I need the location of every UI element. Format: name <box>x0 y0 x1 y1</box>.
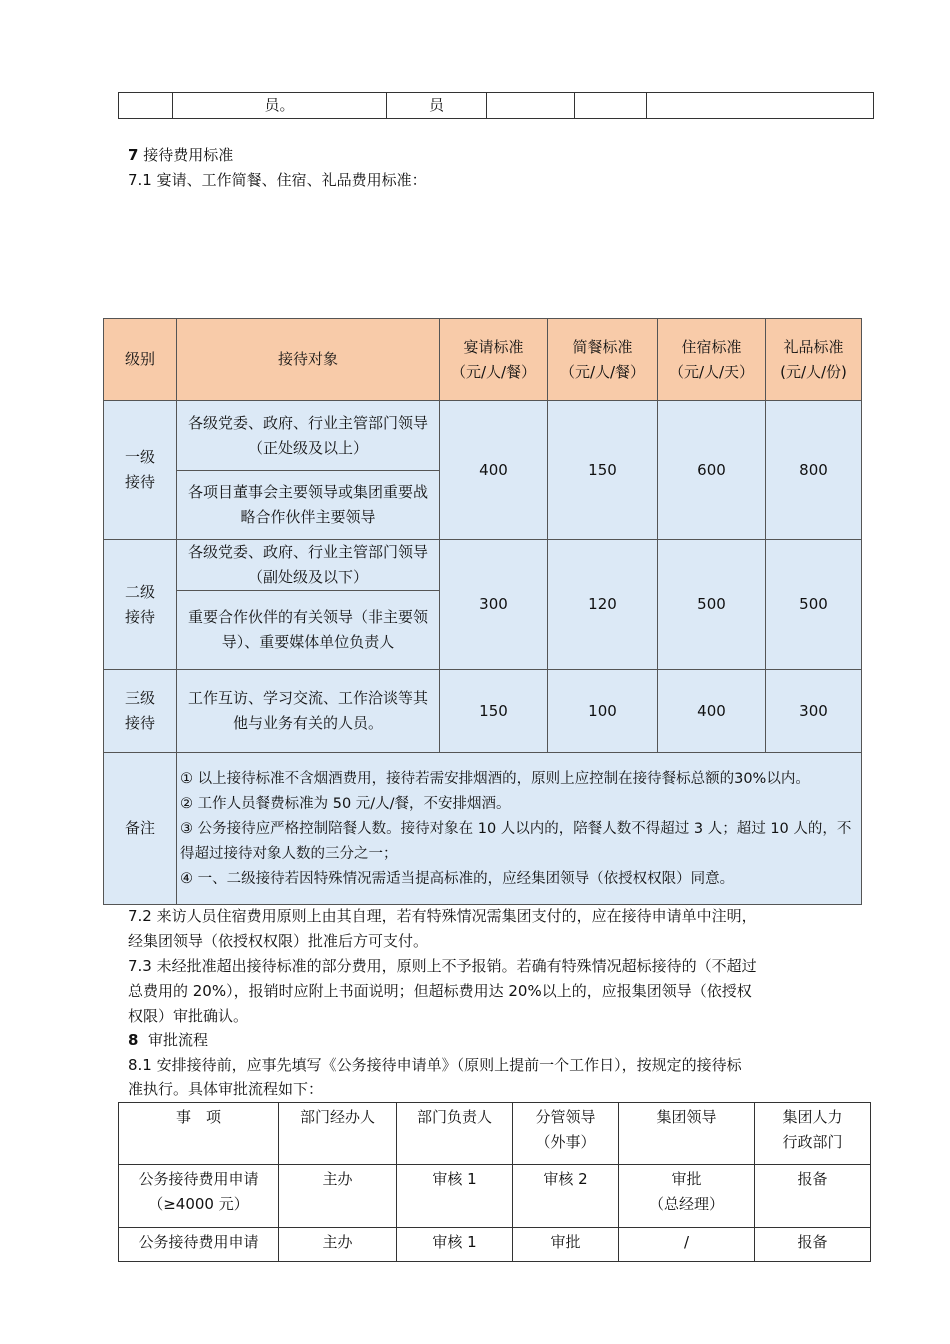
level-1-gift: 800 <box>766 401 862 540</box>
level-1-label: 一级 接待 <box>104 401 177 540</box>
section-7-3-line-2: 总费用的 20%），报销时应附上书面说明；但超标费用达 20%以上的，应报集团领导（依授权 <box>128 982 752 1000</box>
remarks-label: 备注 <box>104 753 177 905</box>
section-8-1-line-1: 8.1 安排接待前，应事先填写《公务接待申请单》（原则上提前一个工作日），按规定的接待标 <box>128 1056 742 1074</box>
approval-header-item: 事 项 <box>119 1103 279 1165</box>
section-8-heading: 8 审批流程 <box>128 1031 208 1049</box>
approval-header-hr-admin: 集团人力 行政部门 <box>755 1103 871 1165</box>
approval-flow-table <box>118 1102 871 1262</box>
level-2-gift: 500 <box>766 540 862 670</box>
level-1-banquet: 400 <box>440 401 548 540</box>
level-2-label: 二级 接待 <box>104 540 177 670</box>
approval-row-1-handler: 主办 <box>279 1165 397 1228</box>
level-1-target-2: 各项目董事会主要领导或集团重要战 略合作伙伴主要领导 <box>177 471 440 540</box>
approval-header-dept-head: 部门负责人 <box>397 1103 513 1165</box>
approval-row-2-supervisor: 审批 <box>513 1228 619 1262</box>
header-lodging: 住宿标准 （元/人/天） <box>658 319 766 401</box>
level-3-meal: 100 <box>548 670 658 753</box>
top-partial-table <box>118 92 874 119</box>
approval-row-2-dept-head: 审核 1 <box>397 1228 513 1262</box>
top-cell <box>487 93 575 119</box>
level-2-target-2: 重要合作伙伴的有关领导（非主要领 导）、重要媒体单位负责人 <box>177 591 440 670</box>
section-7-heading: 7 接待费用标准 <box>128 146 234 164</box>
remark-1: ① 以上接待标准不含烟酒费用，接待若需安排烟酒的，原则上应控制在接待餐标总额的30%以内。 <box>180 771 810 787</box>
level-3-target: 工作互访、学习交流、工作洽谈等其 他与业务有关的人员。 <box>177 670 440 753</box>
section-7-3-line-3: 权限）审批确认。 <box>128 1007 249 1025</box>
section-7-2-line-1: 7.2 来访人员住宿费用原则上由其自理，若有特殊情况需集团支付的，应在接待申请单中注明， <box>128 907 757 925</box>
approval-row-2-item: 公务接待费用申请 <box>119 1228 279 1262</box>
header-level: 级别 <box>104 319 177 401</box>
top-cell: 员。 <box>173 93 387 119</box>
section-7-2-line-2: 经集团领导（依授权权限）批准后方可支付。 <box>128 932 429 950</box>
level-2-target-1: 各级党委、政府、行业主管部门领导 （副处级及以下） <box>177 540 440 591</box>
section-8-1-line-2: 准执行。具体审批流程如下： <box>128 1080 324 1098</box>
approval-header-group-leader: 集团领导 <box>619 1103 755 1165</box>
remark-3: ③ 公务接待应严格控制陪餐人数。接待对象在 10 人以内的，陪餐人数不得超过 3 人；超过 10 人的，不得超过接待对象人数的三分之一； <box>180 821 852 862</box>
approval-row-2-group-leader: / <box>619 1228 755 1262</box>
top-cell <box>119 93 173 119</box>
level-1-meal: 150 <box>548 401 658 540</box>
approval-header-supervisor: 分管领导 （外事） <box>513 1103 619 1165</box>
level-1-target-1: 各级党委、政府、行业主管部门领导 （正处级及以上） <box>177 401 440 471</box>
approval-row-1-hr-admin: 报备 <box>755 1165 871 1228</box>
approval-row-1-dept-head: 审核 1 <box>397 1165 513 1228</box>
remarks-content <box>177 753 862 905</box>
section-7-1: 7.1 宴请、工作简餐、住宿、礼品费用标准： <box>128 171 427 189</box>
reception-standard-table <box>103 318 862 905</box>
top-cell <box>647 93 874 119</box>
level-2-banquet: 300 <box>440 540 548 670</box>
header-meal: 简餐标准 （元/人/餐） <box>548 319 658 401</box>
level-3-banquet: 150 <box>440 670 548 753</box>
level-2-lodging: 500 <box>658 540 766 670</box>
header-gift: 礼品标准 (元/人/份) <box>766 319 862 401</box>
header-target: 接待对象 <box>177 319 440 401</box>
remark-2: ② 工作人员餐费标准为 50 元/人/餐，不安排烟酒。 <box>180 796 511 812</box>
remark-4: ④ 一、二级接待若因特殊情况需适当提高标准的，应经集团领导（依授权权限）同意。 <box>180 871 735 887</box>
approval-row-1-item: 公务接待费用申请 （≥4000 元） <box>119 1165 279 1228</box>
approval-row-2-handler: 主办 <box>279 1228 397 1262</box>
section-7-3-line-1: 7.3 未经批准超出接待标准的部分费用，原则上不予报销。若确有特殊情况超标接待的（不超过 <box>128 957 757 975</box>
level-2-meal: 120 <box>548 540 658 670</box>
top-cell <box>575 93 647 119</box>
approval-row-1-group-leader: 审批 （总经理） <box>619 1165 755 1228</box>
approval-row-1-supervisor: 审核 2 <box>513 1165 619 1228</box>
approval-row-2-hr-admin: 报备 <box>755 1228 871 1262</box>
level-3-gift: 300 <box>766 670 862 753</box>
level-3-lodging: 400 <box>658 670 766 753</box>
approval-header-handler: 部门经办人 <box>279 1103 397 1165</box>
level-3-label: 三级 接待 <box>104 670 177 753</box>
top-cell: 员 <box>387 93 487 119</box>
level-1-lodging: 600 <box>658 401 766 540</box>
header-banquet: 宴请标准 （元/人/餐） <box>440 319 548 401</box>
